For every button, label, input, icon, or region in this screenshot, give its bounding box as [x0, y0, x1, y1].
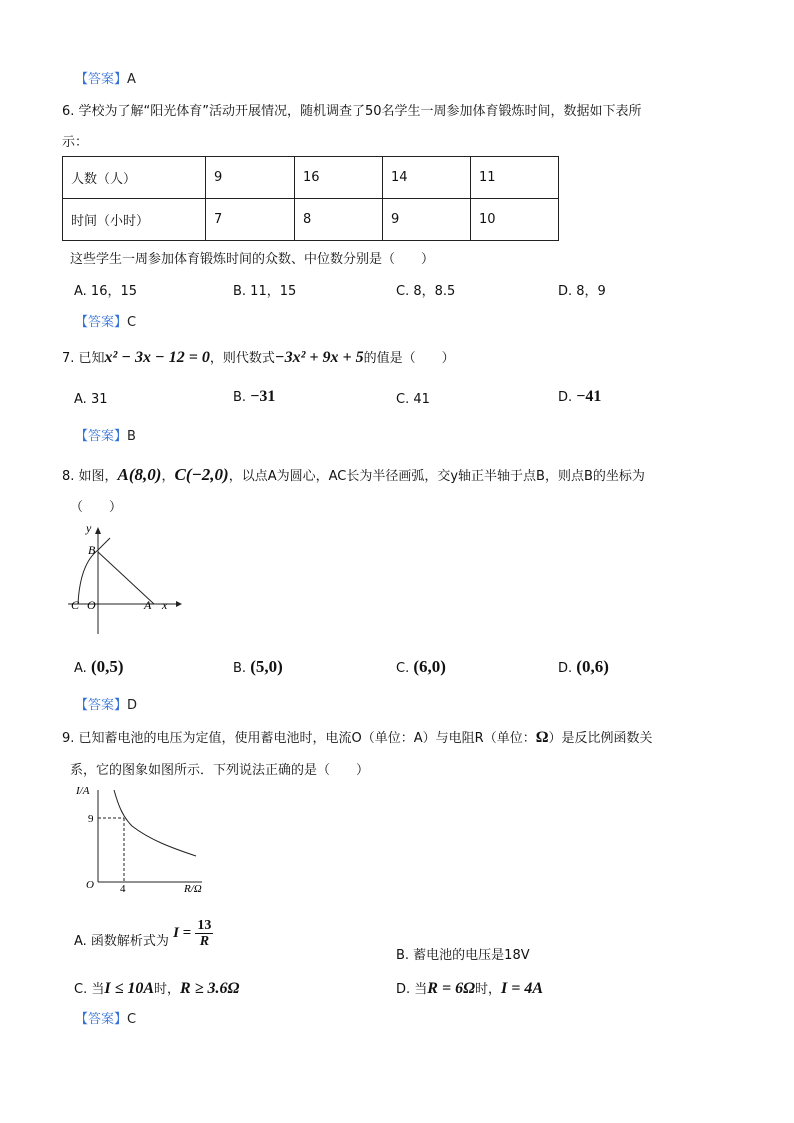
option-value: (5,0) — [250, 657, 283, 676]
table-cell: 8 — [295, 199, 383, 241]
q7-option-c — [396, 392, 430, 407]
formula: I ≤ 10A — [104, 980, 155, 997]
table-cell: 16 — [295, 157, 383, 199]
q6-stem-line2: 示： — [62, 135, 89, 150]
q8-option-c — [396, 657, 446, 677]
omega-symbol: Ω — [535, 729, 549, 746]
q6-stem-line1: 6. 学校为了解“阳光体育”活动开展情况，随机调查了50名学生一周参加体育锻炼时间，数据如下表所 — [62, 104, 642, 119]
option-value: (0,6) — [576, 657, 609, 676]
option-letter: B. — [233, 661, 247, 676]
option-letter: C. — [396, 392, 410, 407]
q8-point-c: C(−2,0) — [174, 465, 229, 484]
q9-stem-line1 — [62, 727, 653, 747]
inverse-curve — [114, 790, 196, 856]
answer-q6 — [75, 311, 136, 330]
q6-question: 这些学生一周参加体育锻炼时间的众数、中位数分别是（ ） — [70, 252, 435, 267]
q8-stem-line2: （ ） — [70, 500, 123, 515]
q7-stem — [62, 347, 455, 367]
q9-figure — [72, 782, 212, 900]
q7-prefix: 7. 已知 — [62, 351, 105, 366]
table-cell: 9 — [383, 199, 471, 241]
label-y: y — [86, 521, 92, 535]
q7-mid: ，则代数式 — [209, 351, 275, 366]
q8-option-b — [233, 657, 283, 677]
answer-value: D — [127, 698, 138, 713]
label-o: O — [86, 879, 94, 891]
q9-option-d — [396, 978, 543, 998]
answer-q5 — [75, 68, 136, 87]
formula: I = 4A — [501, 980, 544, 997]
answer-q8 — [75, 694, 137, 713]
answer-label: 【答案】 — [75, 1012, 128, 1027]
answer-label: 【答案】 — [75, 429, 128, 444]
table-cell: 7 — [206, 199, 295, 241]
q8-rest: ，以点A为圆心，AC长为半径画弧，交y轴正半轴于点B，则点B的坐标为 — [228, 469, 645, 484]
q8-option-d — [558, 657, 609, 677]
option-letter: A. — [74, 661, 87, 676]
label-4: 4 — [120, 883, 126, 895]
q6-option-a: A. 16，15 — [74, 284, 138, 299]
label-o: O — [87, 598, 96, 612]
label-x: x — [162, 598, 168, 612]
q7-equation: x² − 3x − 12 = 0 — [104, 349, 210, 366]
answer-label: 【答案】 — [75, 698, 128, 713]
table-cell: 时间（小时） — [63, 199, 206, 241]
q9-option-c — [74, 978, 239, 998]
q9-text-a: 9. 已知蓄电池的电压为定值，使用蓄电池时，电流O（单位：A）与电阻R（单位： — [62, 731, 536, 746]
q8-option-a — [74, 657, 124, 677]
label-a: A — [144, 598, 152, 612]
fraction-denominator: R — [199, 934, 210, 949]
q8-point-a: A(8,0) — [117, 465, 162, 484]
option-value: −31 — [250, 388, 276, 405]
table-row — [63, 157, 559, 199]
option-value: −41 — [576, 388, 602, 405]
table-row — [63, 199, 559, 241]
q8-stem — [62, 465, 645, 485]
answer-value: C — [127, 1012, 137, 1027]
option-text: 时， — [475, 982, 502, 997]
q7-option-a — [74, 392, 107, 407]
table-cell: 14 — [383, 157, 471, 199]
option-text: D. 当 — [396, 982, 428, 997]
segment-ab — [98, 552, 154, 604]
q9-option-b: B. 蓄电池的电压是18V — [396, 948, 530, 963]
q7-option-d — [558, 388, 601, 406]
answer-label: 【答案】 — [75, 72, 128, 87]
q9-option-a — [74, 918, 213, 949]
table-cell: 9 — [206, 157, 295, 199]
answer-label: 【答案】 — [75, 315, 128, 330]
q8-figure — [66, 520, 186, 640]
x-axis-arrow-icon — [176, 601, 182, 607]
q6-option-d: D. 8，9 — [558, 284, 606, 299]
option-letter: C. — [396, 661, 410, 676]
q6-data-table — [62, 156, 559, 241]
formula: R ≥ 3.6Ω — [180, 980, 240, 997]
label-y-axis: I/A — [76, 785, 90, 797]
label-c: C — [71, 598, 80, 612]
formula: R = 6Ω — [427, 980, 476, 997]
q8-sep: ， — [161, 469, 175, 484]
fraction-numerator: 13 — [197, 918, 212, 933]
table-cell: 11 — [471, 157, 559, 199]
answer-value: C — [127, 315, 137, 330]
q6-option-c: C. 8，8.5 — [396, 284, 456, 299]
answer-q9 — [75, 1008, 136, 1027]
q8-prefix: 8. 如图， — [62, 469, 118, 484]
option-value: (6,0) — [413, 657, 446, 676]
option-text: 时， — [154, 982, 181, 997]
option-text: C. 当 — [74, 982, 105, 997]
answer-q7 — [75, 425, 136, 444]
option-value: 41 — [413, 392, 430, 407]
label-9: 9 — [88, 813, 94, 825]
q6-option-b: B. 11，15 — [233, 284, 297, 299]
option-letter: D. — [558, 661, 573, 676]
y-axis-arrow-icon — [95, 527, 101, 534]
label-x-axis: R/Ω — [184, 883, 202, 895]
option-value: (0,5) — [90, 657, 124, 676]
q9-text-b: ）是反比例函数关 — [548, 731, 653, 746]
table-cell: 人数（人） — [63, 157, 206, 199]
q7-option-b — [233, 388, 275, 406]
option-letter: D. — [558, 390, 573, 405]
label-b: B — [88, 543, 96, 557]
table-cell: 10 — [471, 199, 559, 241]
q7-suffix: 的值是（ ） — [363, 351, 455, 366]
option-text: A. 函数解析式为 — [74, 934, 169, 949]
formula-lhs: I = — [173, 925, 192, 941]
answer-value: B — [127, 429, 136, 444]
q9-stem-line2: 系，它的图象如图所示．下列说法正确的是（ ） — [70, 763, 370, 778]
option-letter: B. — [233, 390, 247, 405]
option-letter: A. — [74, 392, 87, 407]
q7-expression: −3x² + 9x + 5 — [274, 349, 364, 366]
answer-value: A — [127, 72, 136, 87]
option-value: 31 — [90, 392, 108, 407]
fraction — [195, 918, 213, 949]
